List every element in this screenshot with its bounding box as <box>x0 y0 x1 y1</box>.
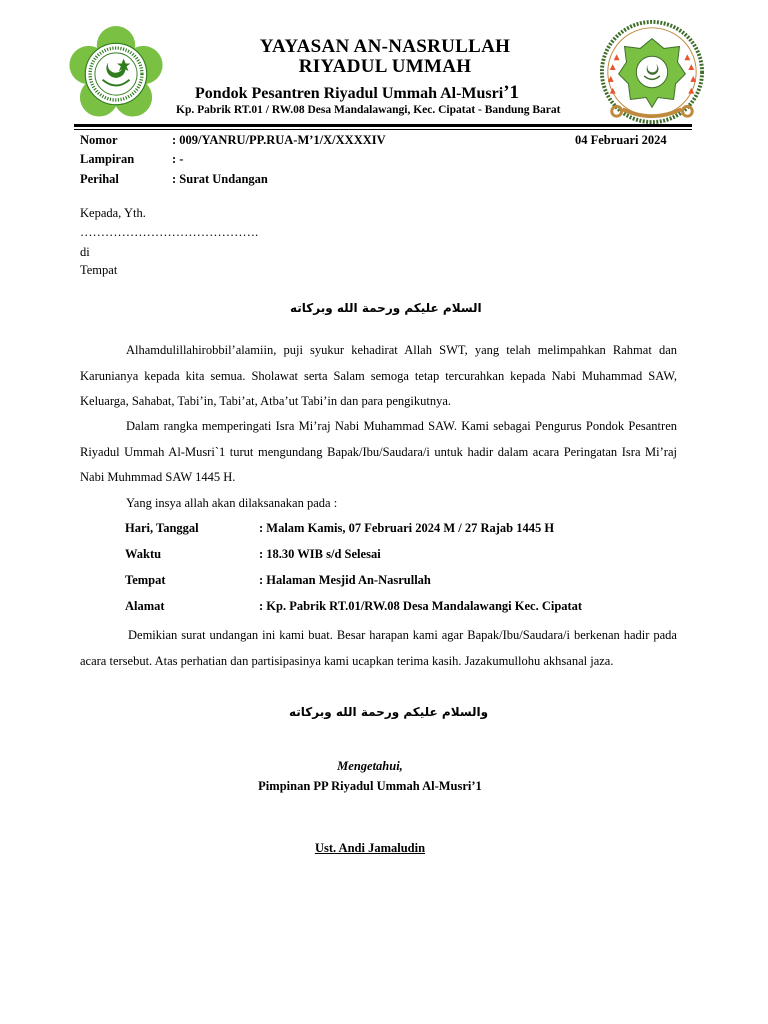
letterhead-rule-thin <box>74 129 692 130</box>
letter-date: 04 Februari 2024 <box>575 133 667 147</box>
detail-value-time: : 18.30 WIB s/d Selesai <box>259 547 381 561</box>
perihal-value: : Surat Undangan <box>172 172 268 186</box>
recipient-dots: ……………………………………. <box>80 225 259 239</box>
detail-label-place: Tempat <box>125 573 166 587</box>
detail-label-address: Alamat <box>125 599 165 613</box>
nomor-label: Nomor <box>80 133 118 147</box>
greeting-opening: السلام عليكم ورحمة الله وبركاته <box>290 301 482 315</box>
letterhead-address: Kp. Pabrik RT.01 / RW.08 Desa Mandalawangi, Kec. Cipatat - Bandung Barat <box>176 104 561 116</box>
detail-value-date: : Malam Kamis, 07 Februari 2024 M / 27 Rajab 1445 H <box>259 521 555 535</box>
detail-value-place: : Halaman Mesjid An-Nasrullah <box>259 573 431 587</box>
signature-acknowledged: Mengetahui, <box>337 759 403 773</box>
lampiran-label: Lampiran <box>80 152 135 166</box>
paragraph-3: Yang insya allah akan dilaksanakan pada : <box>126 496 338 510</box>
detail-value-address: : Kp. Pabrik RT.01/RW.08 Desa Mandalawangi Kec. Cipatat <box>259 599 583 613</box>
foundation-emblem-icon <box>598 18 706 126</box>
school-name-main: Pondok Pesantren Riyadul Ummah Al-Musri <box>195 85 504 102</box>
letterhead-rule-thick <box>74 124 692 127</box>
paragraph-1: Alhamdulillahirobbil’alamiin, puji syukur kehadirat Allah SWT, yang telah melimpahkan Rahmat dan Karunianya kepada kita semua. Sholawat serta Salam semoga tetap tercurahkan kepada Nabi Muhammad SAW, Keluarga, Sahabat, Tabi’in, Tabi’at, Atba’ut Tabi’in dan para pengikutnya. <box>80 343 677 408</box>
perihal-label: Perihal <box>80 172 119 186</box>
foundation-name: YAYASAN AN-NASRULLAH <box>259 36 511 57</box>
signature-position: Pimpinan PP Riyadul Ummah Al-Musri’1 <box>258 779 482 793</box>
school-emblem-icon <box>68 26 164 122</box>
paragraph-2: Dalam rangka memperingati Isra Mi’raj Nabi Muhammad SAW. Kami sebagai Pengurus Pondok Pesantren Riyadul Ummah Al-Musri`1 turut mengundang Bapak/Ibu/Saudara/i untuk hadir dalam acara Peringatan Isra Mi’raj Nabi Muhmmad SAW 1445 H. <box>80 419 677 484</box>
school-name <box>195 82 519 104</box>
detail-label-time: Waktu <box>125 547 162 561</box>
greeting-closing: والسلام عليكم ورحمة الله وبركاته <box>289 705 489 719</box>
nomor-value: : 009/YANRU/PP.RUA-M’1/X/XXXXIV <box>172 133 386 147</box>
lampiran-value: : - <box>172 152 184 166</box>
foundation-subname: RIYADUL UMMAH <box>298 56 472 77</box>
detail-label-date: Hari, Tanggal <box>125 521 199 535</box>
paragraph-closing: Demikian surat undangan ini kami buat. Besar harapan kami agar Bapak/Ibu/Saudara/i berkenan hadir pada acara tersebut. Atas perhatian dan partisipasinya kami ucapkan terima kasih. Jazakumullohu akhsanal jaza. <box>80 628 677 668</box>
school-name-suffix: ’1 <box>503 82 520 103</box>
recipient-place: Tempat <box>80 263 118 277</box>
signature-name: Ust. Andi Jamaludin <box>314 841 426 855</box>
recipient-salutation: Kepada, Yth. <box>80 206 146 220</box>
letterhead <box>160 37 610 77</box>
recipient-di: di <box>80 245 90 259</box>
